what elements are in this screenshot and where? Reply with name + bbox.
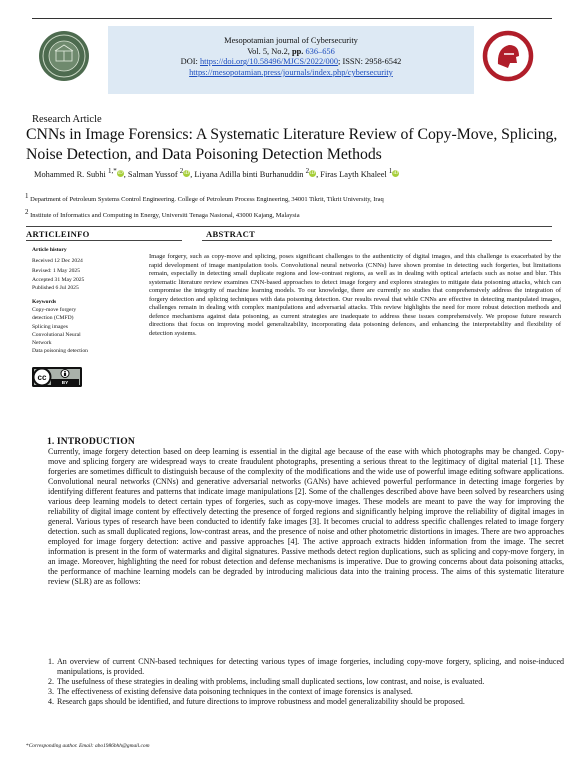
keyword: Convolutional Neural [32,331,81,338]
doi-line: DOI: https://doi.org/10.58496/MJCS/2022/000; ISSN: 2958-6542 [180,57,402,67]
history-label: Article history [32,247,67,253]
top-rule [32,18,552,19]
aims-list [48,657,564,707]
abstract-text: Image forgery, such as copy-move and splicing, poses significant challenges to the authenticity of digital images, and this challenge is exacerbated by the rapid development of image manipulation tools. Convolutional neural networks (CNNs) have shown promise in detecting such forgeries, but limitations remain, especially in detecting small duplicate regions and low-contrast regions, as well as in dealing with optical artefacts such as noise and blur. This systematic literature review examines CNN-based approaches to detect image forgery and explores strategies to mitigate data poisoning attacks, which can compromise the integrity of machine learning models. To our knowledge, there are currently no studies that comprehensively address the integration of forgery detection and splicing techniques with data poisoning detection. Our results reveal that while CNNs are effective in detecting manipulated images, challenges remain in dealing with complex manipulations and adversarial attacks. This review highlights the need for more robust detection methods and defence mechanisms against data poisoning, as current strategies are inadequate to address these issues comprehensively. We propose future research directions that focus on improving model generalizability, incorporating data poisoning defences, and enhancing the interpretability and flexibility of detection systems. [149,253,561,337]
published-date: Published 6 Jul 2025 [32,284,79,291]
article-title: CNNs in Image Forensics: A Systematic Literature Review of Copy-Move, Splicing, Noise Detection, and Data Poisoning Detection Methods [26,126,558,163]
article-type: Research Article [32,114,102,125]
keyword: Network [32,340,52,347]
svg-text:BY: BY [61,380,69,386]
list-item: 3. The effectiveness of existing defensive data poisoning techniques in the context of image forensics is analysed. [48,686,413,696]
author-3: , Liyana Adilla binti Burhanuddin [190,169,306,179]
accepted-date: Accepted 31 May 2025 [32,276,85,283]
article-info-heading: ARTICLEINFO [26,229,90,239]
orcid-icon[interactable]: iD [184,170,190,176]
journal-url-link[interactable]: https://mesopotamian.press/journals/index.php/cybersecurity [189,67,393,77]
orcid-icon[interactable]: iD [310,170,316,176]
introduction-heading: 1. INTRODUCTION [47,436,135,447]
keyword: Data poisoning detection [32,348,88,355]
keywords-label: Keywords [32,299,57,306]
author-1: Mohammed R. Subhi [34,169,108,179]
introduction-text: Currently, image forgery detection based on deep learning is essential in the digital age because of the ease with which photographs may be changed. Copy-move and splicing forgery are widespread ways to create fraudulent photographs, presenting a serious threat to the legitimacy of digital material [1]. These forgeries are sometimes difficult to distinguish because of the complexity of the modifications and the wide use of powerful image editing software applications. Convolutional neural networks (CNNs) and generative adversarial networks (GANs) have achieved powerful performance in detecting image forgeries by identifying different features and patterns that indicate image manipulations [2]. Some of the challenges described above have been solved by researchers using various deep learning models to detect certain types of forgeries, such as copy-move images. These models are meant to pave the way for improving the reliability of digital image content by effectively detecting the presence of forged regions and significantly helping improve the reliability of digital images in general. Various types of research have been conducted to identify fake images [3]. It becomes crucial to address specific challenges related to image forgery detection. such as small duplicated regions, low-contrast areas, and the presence of noise and other photometric distortions in images. There are two approaches employed for image forgery detection: active and passive approaches [4]. The active approach extracts hidden information from the image. The secret information is present in the form of watermarks and digital signatures. Passive methods detect region duplications, such as splicing and copy-move forgery, in an image. Moreover, highlighting the need for robust detection and defense mechanisms is imperative. Due to growing concerns about data poisoning attacks, the performance of machine learning models can be degraded by introducing malicious data into the training process. The aims of this systematic literature review (SLR) are as follows: [48,447,564,586]
journal-helmet-logo [482,30,534,82]
list-item: 2. The usefulness of these strategies in dealing with problems, including small duplicated sections, low contrast, and noise, is evaluated. [48,676,485,686]
affiliation-1: $^1$ Department of Petroleum Systems Control Engineering. College of Petroleum Process Engineering, 34001 Tikrit, Tikrit University, Iraq [25,192,384,204]
journal-header [108,26,474,94]
volume-line: Vol. 5, No.2, pp. 636–656 [247,46,335,56]
university-seal-logo [38,30,90,82]
revised-date: Revised: 1 May 2025 [32,268,81,275]
affiliation-2: $^2$ Institute of Informatics and Computing in Energy, Universiti Tenaga Nasional, 43000 Kajang, Malaysia [25,208,300,220]
keyword: detection (CMFD) [32,315,74,322]
keyword: Splicing images [32,323,68,330]
svg-text:cc: cc [37,373,47,382]
author-2: , Salman Yussof [123,169,180,179]
doi-link[interactable]: https://doi.org/10.58496/MJCS/2022/000 [199,57,339,67]
received-date: Received 12 Dec 2024 [32,258,83,265]
abstract-heading: ABSTRACT [206,229,256,239]
orcid-icon[interactable]: iD [393,170,399,176]
author-list: Mohammed R. Subhi $^{1,*}$iD, Salman Yussof $^2$iD, Liyana Adilla binti Burhanuddin $^2$iD, Firas Layth Khaleel $^1$iD [34,167,399,179]
abstract-rule [202,240,552,241]
author-4: , Firas Layth Khaleel [316,169,389,179]
keyword: Copy-move forgery [32,307,77,314]
journal-name: Mesopotamian journal of Cybersecurity [224,36,358,45]
section-divider [26,226,552,227]
list-item: 1. An overview of current CNN-based techniques for detecting various types of image forgeries, including copy-move forgery, splicing, and noise-induced manipulations, is provided. [48,657,564,676]
list-item: 4. Research gaps should be identified, and future directions to improve robustness and model generalizability should be proposed. [48,696,465,706]
cc-by-license-icon[interactable] [32,367,82,387]
orcid-icon[interactable]: iD [117,170,123,176]
article-info-rule [26,240,182,241]
corresponding-author-footnote: *Corresponding author. Email: abo1986bhh@gmail.com [26,743,150,749]
